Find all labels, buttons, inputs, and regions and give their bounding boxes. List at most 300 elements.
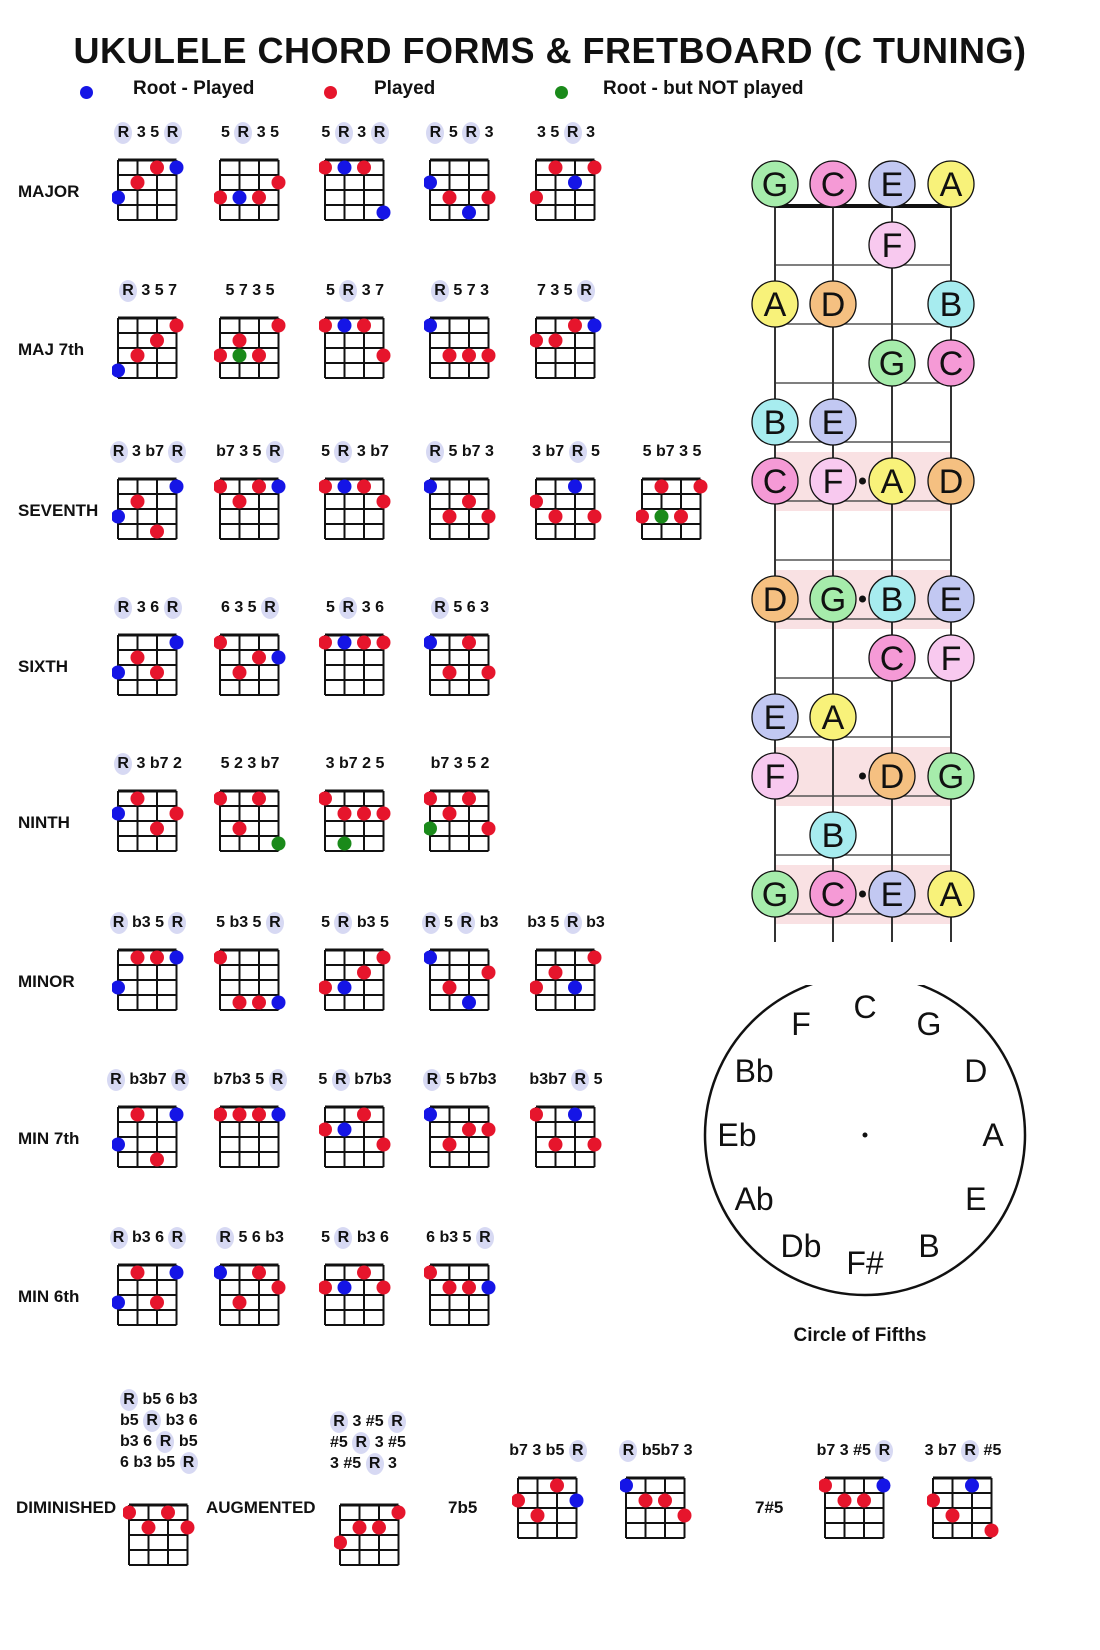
root-marker: R (114, 122, 132, 144)
root-dot (424, 1108, 437, 1122)
fretboard-note (752, 161, 798, 207)
root-dot (233, 191, 247, 205)
fretboard-note (810, 812, 856, 858)
played-dot (655, 480, 669, 494)
fretboard-note (810, 458, 856, 504)
played-dot (482, 966, 496, 980)
root-dot (272, 996, 286, 1010)
played-dot (357, 161, 371, 175)
root-dot (170, 1266, 184, 1280)
played-dot (857, 1494, 871, 1508)
root-marker: R (180, 1452, 198, 1474)
key-label: E (965, 1181, 987, 1217)
fretboard-note (928, 340, 974, 386)
played-dot (252, 1266, 266, 1280)
fretboard-note (869, 458, 915, 504)
root-marker: R (371, 122, 389, 144)
root-dot (620, 1479, 633, 1493)
root-dot (112, 981, 125, 995)
root-marker: R (422, 912, 440, 934)
fretboard-note (928, 458, 974, 504)
played-dot (131, 176, 145, 190)
root-marker: R (261, 597, 279, 619)
fretboard-note (869, 635, 915, 681)
note-label: G (937, 758, 965, 796)
played-dot (131, 495, 145, 509)
fret-dot-icon (859, 596, 866, 603)
played-dot (123, 1506, 136, 1520)
root-dot (482, 1281, 496, 1295)
played-dot (214, 480, 227, 494)
row-label: SIXTH (18, 657, 69, 676)
played-dot (214, 191, 227, 205)
fretboard-note (810, 694, 856, 740)
fretboard-note (810, 161, 856, 207)
played-dot (462, 495, 476, 509)
fretboard-note (928, 635, 974, 681)
root-dot (338, 981, 352, 995)
key-label: G (916, 1006, 942, 1043)
root-marker: R (114, 597, 132, 619)
chord-grid (123, 1491, 195, 1577)
root-marker: R (156, 1431, 174, 1453)
played-dot (150, 334, 164, 348)
chord-grid (636, 465, 708, 551)
chord-grid (112, 465, 184, 551)
key-label: F (791, 1006, 811, 1043)
fretboard-note (810, 576, 856, 622)
row-label: MAJOR (18, 182, 80, 201)
played-dot (150, 951, 164, 965)
note-label: E (880, 876, 904, 914)
played-dot (214, 349, 227, 363)
fretboard-note (752, 458, 798, 504)
played-dot (549, 161, 563, 175)
root-marker: R (164, 122, 182, 144)
played-dot (150, 161, 164, 175)
played-dot (233, 1296, 247, 1310)
played-dot (319, 161, 332, 175)
played-dot (588, 161, 602, 175)
row-label: SEVENTH (18, 501, 99, 520)
key-label: B (918, 1227, 940, 1264)
note-label: E (880, 166, 904, 204)
played-dot (549, 510, 563, 524)
played-dot (357, 319, 371, 333)
fretboard-note (869, 753, 915, 799)
root-dot (272, 651, 286, 665)
chord-grid (424, 304, 496, 390)
played-dot (549, 334, 563, 348)
fretboard (761, 162, 1035, 952)
root-marker: R (426, 441, 444, 463)
played-dot (272, 319, 286, 333)
root-played-dot-icon (80, 86, 93, 99)
played-dot (319, 636, 332, 650)
chord-grid (112, 621, 184, 707)
chord-grid (112, 1093, 184, 1179)
chord-grid (819, 1464, 891, 1550)
row-label: MIN 6th (18, 1287, 80, 1306)
chord-grid (214, 465, 286, 551)
note-label: E (939, 581, 963, 619)
chord-grid (319, 1093, 391, 1179)
chord-grid (334, 1491, 406, 1577)
fretboard-note (810, 281, 856, 327)
played-dot (377, 636, 391, 650)
note-label: E (821, 404, 845, 442)
played-dot (443, 981, 457, 995)
fretboard-note (869, 340, 915, 386)
note-label: F (881, 227, 903, 265)
row-label: 7#5 (755, 1498, 784, 1517)
played-dot (674, 510, 688, 524)
root-marker: R (110, 912, 128, 934)
root-dot (112, 1296, 125, 1310)
root-dot (424, 636, 437, 650)
root-marker: R (334, 441, 352, 463)
root-dot (170, 480, 184, 494)
played-dot (639, 1494, 653, 1508)
root-marker: R (577, 280, 595, 302)
note-label: D (879, 758, 905, 796)
root-marker: R (332, 1069, 350, 1091)
played-dot (550, 1479, 564, 1493)
note-label: F (822, 463, 844, 501)
played-dot (462, 1281, 476, 1295)
played-dot (392, 1506, 406, 1520)
root-marker: R (569, 1440, 587, 1462)
chord-grid (112, 1251, 184, 1337)
root-marker: R (352, 1432, 370, 1454)
root-marker: R (564, 122, 582, 144)
root-marker: R (143, 1410, 161, 1432)
unplayed-root-dot (233, 349, 247, 363)
played-dot (482, 510, 496, 524)
played-dot (170, 319, 184, 333)
note-label: E (763, 699, 787, 737)
row-label: MIN 7th (18, 1129, 80, 1148)
root-marker: R (569, 441, 587, 463)
root-dot (338, 636, 352, 650)
chord-grid (927, 1464, 999, 1550)
fretboard-note (810, 871, 856, 917)
played-dot (319, 792, 332, 806)
chord-grid (512, 1464, 584, 1550)
played-dot (462, 1123, 476, 1137)
played-dot (252, 349, 266, 363)
played-dot (319, 319, 332, 333)
chord-grid (319, 146, 391, 232)
fretboard-note (869, 161, 915, 207)
played-dot (252, 480, 266, 494)
played-dot (377, 1281, 391, 1295)
root-dot (568, 176, 582, 190)
chord-grid (424, 936, 496, 1022)
note-label: G (819, 581, 847, 619)
played-dot (838, 1494, 852, 1508)
chord-grid (214, 777, 286, 863)
played-dot (694, 480, 708, 494)
row-label: DIMINISHED (16, 1498, 117, 1517)
chord-grid (112, 146, 184, 232)
root-marker: R (334, 1227, 352, 1249)
fretboard-note (869, 871, 915, 917)
root-dot (377, 206, 391, 220)
fretboard-note (810, 399, 856, 445)
root-dot (112, 807, 125, 821)
played-dot (319, 981, 332, 995)
root-marker: R (269, 1069, 287, 1091)
played-dot (319, 480, 332, 494)
root-marker: R (120, 1389, 138, 1411)
root-marker: R (216, 1227, 234, 1249)
chord-grid (530, 146, 602, 232)
fretboard-note (752, 871, 798, 917)
played-dot (443, 191, 457, 205)
played-dot (377, 1138, 391, 1152)
played-dot (568, 319, 582, 333)
note-label: D (938, 463, 964, 501)
root-marker: R (119, 280, 137, 302)
root-dot (170, 951, 184, 965)
root-marker: R (234, 122, 252, 144)
played-dot (482, 349, 496, 363)
played-dot (588, 951, 602, 965)
played-dot (319, 1281, 332, 1295)
played-dot (131, 792, 145, 806)
played-dot (319, 1123, 332, 1137)
root-marker: R (426, 122, 444, 144)
played-dot (131, 951, 145, 965)
fretboard-note (752, 281, 798, 327)
played-dot (334, 1536, 347, 1550)
circle-of-fifths (700, 985, 1040, 1315)
played-dot (377, 349, 391, 363)
note-label: C (820, 876, 846, 914)
root-marker: R (168, 1227, 186, 1249)
chord-grid (319, 465, 391, 551)
root-dot (338, 1281, 352, 1295)
played-dot (443, 1138, 457, 1152)
unplayed-root-dot (338, 837, 352, 851)
note-label: A (763, 286, 787, 324)
chord-grid (112, 304, 184, 390)
root-dot (965, 1479, 979, 1493)
note-label: F (940, 640, 962, 678)
note-label: B (763, 404, 787, 442)
fretboard-note (928, 161, 974, 207)
root-marker: R (339, 597, 357, 619)
chord-grid (319, 777, 391, 863)
chord-grid (424, 1093, 496, 1179)
root-not-played-dot-icon (555, 86, 568, 99)
root-dot (568, 981, 582, 995)
root-dot (338, 161, 352, 175)
root-dot (568, 1108, 582, 1122)
played-dot (181, 1521, 195, 1535)
root-marker: R (339, 280, 357, 302)
fretboard-note (752, 753, 798, 799)
played-dot (150, 666, 164, 680)
key-label: Db (780, 1227, 822, 1264)
fretboard-note (928, 753, 974, 799)
played-dot (549, 966, 563, 980)
chord-grid (214, 304, 286, 390)
root-dot (170, 1108, 184, 1122)
played-dot (372, 1521, 386, 1535)
note-label: C (762, 463, 788, 501)
played-dot (927, 1494, 940, 1508)
note-label: C (820, 166, 846, 204)
played-dot (530, 191, 543, 205)
note-label: A (821, 699, 845, 737)
row-label: NINTH (18, 813, 70, 832)
key-label: C (853, 989, 877, 1025)
played-dot (462, 636, 476, 650)
played-dot (353, 1521, 367, 1535)
played-dot (131, 1266, 145, 1280)
note-label: G (761, 166, 789, 204)
played-dot (377, 807, 391, 821)
note-label: D (762, 581, 788, 619)
played-dot (678, 1509, 692, 1523)
key-label: D (964, 1053, 988, 1089)
root-dot (424, 951, 437, 965)
played-dot (549, 1138, 563, 1152)
fretboard-note (752, 694, 798, 740)
chord-grid (530, 465, 602, 551)
root-marker: R (110, 1227, 128, 1249)
played-dot (131, 1108, 145, 1122)
played-dot (233, 666, 247, 680)
played-dot (443, 349, 457, 363)
note-label: B (821, 817, 845, 855)
root-dot (424, 480, 437, 494)
played-dot (150, 525, 164, 539)
note-label: G (761, 876, 789, 914)
root-marker: R (462, 122, 480, 144)
root-dot (424, 319, 437, 333)
root-marker: R (476, 1227, 494, 1249)
played-dot (272, 1281, 286, 1295)
root-dot (338, 1123, 352, 1137)
chord-grid (112, 777, 184, 863)
fretboard-note (869, 576, 915, 622)
played-dot (985, 1524, 999, 1538)
played-dot (214, 1108, 227, 1122)
played-dot (530, 1108, 543, 1122)
played-dot (588, 1138, 602, 1152)
note-label: A (880, 463, 904, 501)
root-marker: R (164, 597, 182, 619)
root-marker: R (423, 1069, 441, 1091)
played-dot (233, 495, 247, 509)
fretboard-note (928, 281, 974, 327)
legend-root-played: Root - Played (133, 78, 255, 99)
played-dot (214, 636, 227, 650)
page-title: UKULELE CHORD FORMS & FRETBOARD (C TUNING) (73, 30, 1027, 71)
played-dot (150, 1296, 164, 1310)
key-label: Ab (734, 1181, 774, 1217)
played-dot (131, 349, 145, 363)
note-label: C (879, 640, 905, 678)
played-dot (819, 1479, 832, 1493)
legend-played: Played (374, 78, 436, 99)
played-dot (588, 510, 602, 524)
played-dot (272, 176, 286, 190)
chord-grid (112, 936, 184, 1022)
fret-dot-icon (859, 891, 866, 898)
chord-grid (319, 621, 391, 707)
played-dot (636, 510, 649, 524)
root-marker: R (366, 1453, 384, 1475)
played-dot (531, 1509, 545, 1523)
played-dot (443, 666, 457, 680)
played-dot (252, 651, 266, 665)
played-dot (946, 1509, 960, 1523)
root-dot (338, 480, 352, 494)
root-marker: R (571, 1069, 589, 1091)
root-dot (112, 666, 125, 680)
note-label: C (938, 345, 964, 383)
fret-dot-icon (859, 478, 866, 485)
chord-grid (424, 465, 496, 551)
root-marker: R (334, 912, 352, 934)
played-dot (142, 1521, 156, 1535)
root-dot (338, 319, 352, 333)
root-marker: R (114, 753, 132, 775)
root-marker: R (168, 912, 186, 934)
played-dot-icon (324, 86, 337, 99)
fretboard-note (928, 576, 974, 622)
root-marker: R (110, 441, 128, 463)
played-dot (443, 807, 457, 821)
center-dot (863, 1133, 868, 1138)
key-label: Eb (717, 1117, 757, 1153)
played-dot (424, 792, 437, 806)
chord-grid (424, 1251, 496, 1337)
chord-grid (214, 936, 286, 1022)
chord-grid (530, 1093, 602, 1179)
fretboard-note (752, 576, 798, 622)
root-dot (170, 636, 184, 650)
key-label: Bb (734, 1053, 774, 1089)
played-dot (357, 480, 371, 494)
root-marker: R (875, 1440, 893, 1462)
key-label: A (982, 1117, 1004, 1153)
circle-of-fifths-label: Circle of Fifths (793, 1325, 927, 1346)
root-dot (112, 1138, 125, 1152)
fretboard-note (928, 871, 974, 917)
fret-dot-icon (859, 773, 866, 780)
played-dot (214, 792, 227, 806)
played-dot (377, 495, 391, 509)
chord-grid (319, 936, 391, 1022)
root-dot (170, 161, 184, 175)
played-dot (214, 951, 227, 965)
chord-grid (214, 1093, 286, 1179)
key-label: F# (846, 1245, 884, 1281)
unplayed-root-dot (424, 822, 437, 836)
unplayed-root-dot (272, 837, 286, 851)
row-label: MINOR (18, 972, 75, 991)
root-marker: R (457, 912, 475, 934)
played-dot (462, 792, 476, 806)
chord-grid (424, 146, 496, 232)
chord-grid (319, 304, 391, 390)
root-dot (424, 176, 437, 190)
